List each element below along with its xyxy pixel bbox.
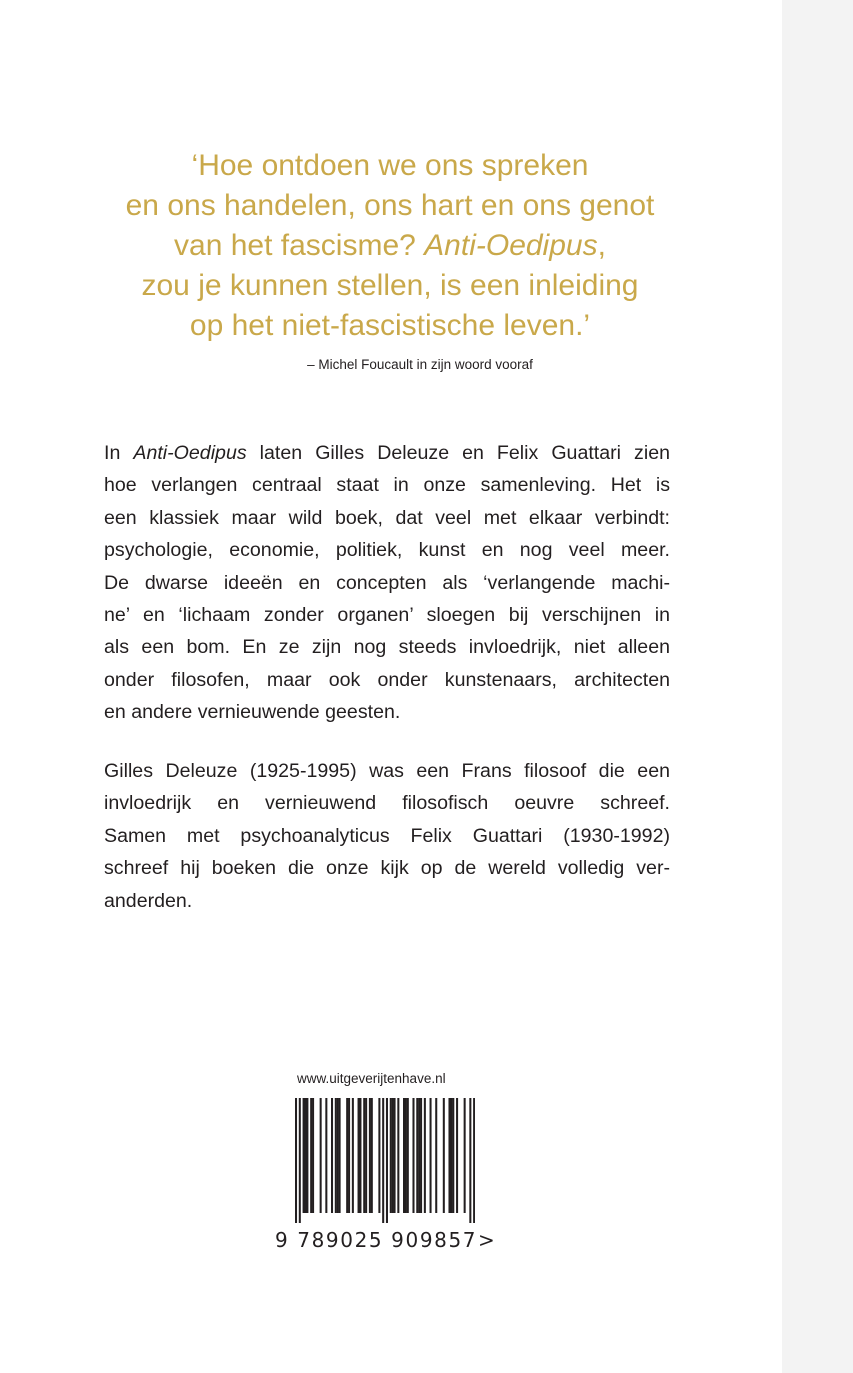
barcode-bar	[346, 1098, 348, 1213]
quote-line-3-pre: van het fascisme?	[174, 229, 425, 262]
quote-book-title: Anti-Oedipus	[424, 229, 598, 262]
isbn-quiet-zone-arrow: >	[478, 1228, 495, 1252]
barcode-bar	[335, 1098, 337, 1213]
barcode-bar	[369, 1098, 371, 1213]
barcode-bar	[365, 1098, 367, 1213]
barcode-bars	[295, 1098, 475, 1223]
barcode-bar	[392, 1098, 394, 1213]
barcode-bar	[424, 1098, 426, 1213]
barcode-bar	[337, 1098, 339, 1213]
barcode-bar	[412, 1098, 414, 1213]
quote-line-4: zou je kunnen stellen, is een inleiding	[141, 269, 639, 302]
bio-line-4: schreef hij boeken die onze kijk op de wereld volledig ver-	[104, 857, 670, 880]
barcode-bar	[450, 1098, 452, 1213]
quote-line-1: ‘Hoe ontdoen we ons spreken	[191, 149, 589, 182]
blurb-line-2: hoe verlangen centraal staat in onze samenleving. Het is	[104, 474, 670, 497]
author-bio-paragraph	[104, 755, 670, 917]
bio-line-2: invloedrijk en vernieuwend filosofisch oeuvre schreef.	[104, 792, 670, 815]
blurb-line-1-post: laten Gilles Deleuze en Felix Guattari zien	[246, 442, 670, 464]
blurb-book-title: Anti-Oedipus	[133, 442, 247, 464]
barcode-bar	[359, 1098, 361, 1213]
barcode-bar	[435, 1098, 437, 1213]
quote-attribution: – Michel Foucault in zijn woord vooraf	[307, 357, 533, 372]
barcode-bar	[407, 1098, 409, 1213]
bio-line-1: Gilles Deleuze (1925-1995) was een Frans filosoof die een	[104, 760, 670, 782]
blurb-line-4: psychologie, economie, politiek, kunst en nog veel meer.	[104, 539, 670, 562]
barcode-bar	[456, 1098, 458, 1213]
blurb-line-1-pre: In	[104, 442, 134, 464]
barcode-bar	[382, 1098, 384, 1223]
isbn-number: 9 789025 909857	[275, 1228, 478, 1252]
barcode-bar	[363, 1098, 365, 1213]
barcode-bar	[443, 1098, 445, 1213]
blurb-line-9: en andere vernieuwende geesten.	[104, 701, 401, 724]
barcode-bar	[348, 1098, 350, 1213]
barcode-bar	[430, 1098, 432, 1213]
barcode-bar	[403, 1098, 405, 1213]
blurb-line-8: onder filosofen, maar ook onder kunstenaars, architecten	[104, 668, 670, 691]
barcode-bar	[464, 1098, 466, 1213]
barcode-bar	[339, 1098, 341, 1213]
barcode-bar	[405, 1098, 407, 1213]
barcode-bar	[303, 1098, 305, 1213]
barcode-bar	[469, 1098, 471, 1223]
blurb-line-7: als een bom. En ze zijn nog steeds invloedrijk, niet alleen	[104, 636, 670, 659]
barcode-bar	[320, 1098, 322, 1213]
barcode-bar	[358, 1098, 360, 1213]
barcode-bar	[295, 1098, 297, 1223]
publisher-url[interactable]: www.uitgeverijtenhave.nl	[297, 1071, 446, 1086]
blurb-paragraph	[104, 437, 670, 729]
barcode-bar	[325, 1098, 327, 1213]
quote-line-3	[60, 226, 720, 266]
blurb-line-3: een klassiek maar wild boek, dat veel met elkaar verbindt:	[104, 506, 670, 529]
quote-line-3-post: ,	[597, 229, 606, 262]
barcode-bar	[306, 1098, 308, 1213]
barcode-bar	[420, 1098, 422, 1213]
barcode-bar	[416, 1098, 418, 1213]
barcode-bar	[448, 1098, 450, 1213]
barcode-bar	[352, 1098, 354, 1213]
cover-edge-strip	[782, 0, 853, 1373]
blurb-line-6: ne’ en ‘lichaam zonder organen’ sloegen bij verschijnen in	[104, 604, 670, 627]
pull-quote	[60, 146, 720, 346]
blurb-line-5: De dwarse ideeën en concepten als ‘verlangende machi-	[104, 571, 670, 594]
barcode-bar	[390, 1098, 392, 1213]
bio-line-3: Samen met psychoanalyticus Felix Guattari (1930-1992)	[104, 824, 670, 847]
barcode-bar	[418, 1098, 420, 1213]
bio-line-5: anderden.	[104, 889, 193, 912]
barcode-bar	[310, 1098, 312, 1213]
quote-line-2: en ons handelen, ons hart en ons genot	[125, 189, 655, 222]
barcode-bar	[312, 1098, 314, 1213]
barcode-bar	[378, 1098, 380, 1213]
barcode-bar	[371, 1098, 373, 1213]
barcode-bar	[331, 1098, 333, 1213]
barcode-bar	[299, 1098, 301, 1223]
barcode-bar	[304, 1098, 306, 1213]
quote-line-5: op het niet-fascistische leven.’	[189, 309, 591, 342]
barcode-bar	[386, 1098, 388, 1223]
barcode-bar	[397, 1098, 399, 1213]
blurb-line-1	[104, 437, 670, 469]
barcode-bar	[473, 1098, 475, 1223]
barcode-bar	[452, 1098, 454, 1213]
barcode-bar	[394, 1098, 396, 1213]
